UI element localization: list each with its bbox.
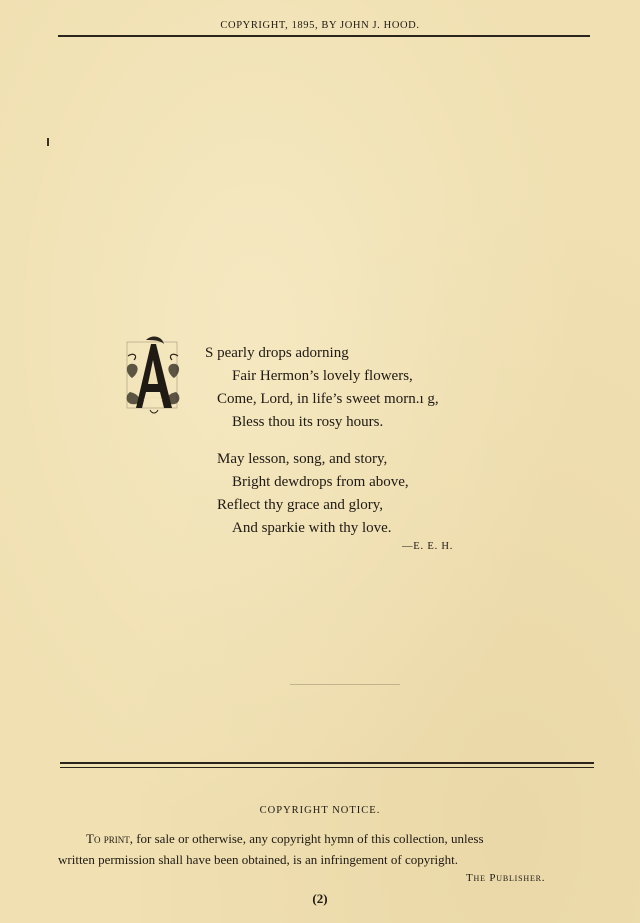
notice-body bbox=[58, 828, 598, 870]
poem-line: Fair Hermon’s lovely flowers, bbox=[232, 368, 413, 384]
poem-line: S pearly drops adorning bbox=[205, 345, 349, 361]
copyright-header: COPYRIGHT, 1895, BY JOHN J. HOOD. bbox=[220, 20, 420, 31]
margin-mark bbox=[47, 138, 49, 146]
notice-line-1 bbox=[58, 828, 598, 849]
notice-line-1-rest: , for sale or otherwise, any copyright hymn of this collection, unless bbox=[129, 831, 484, 846]
publisher-signature: The Publisher. bbox=[466, 872, 546, 884]
top-rule bbox=[58, 35, 590, 37]
poem-line: Bright dewdrops from above, bbox=[232, 474, 409, 490]
ornate-dropcap-icon bbox=[122, 334, 184, 414]
notice-line-2: written permission shall have been obtained, is an infringement of copyright. bbox=[58, 852, 459, 867]
poem-author: —E. E. H. bbox=[402, 541, 454, 552]
poem-line: Bless thou its rosy hours. bbox=[232, 414, 384, 430]
poem-line: Come, Lord, in life’s sweet morn.ı g, bbox=[217, 391, 439, 407]
stanza-gap bbox=[200, 434, 439, 448]
poem-line: May lesson, song, and story, bbox=[217, 451, 388, 467]
page-number: (2) bbox=[312, 891, 328, 906]
bottom-rule-thick bbox=[60, 762, 594, 764]
notice-title: COPYRIGHT NOTICE. bbox=[259, 805, 381, 816]
bottom-rule-thin bbox=[60, 767, 594, 768]
poem-line: Reflect thy grace and glory, bbox=[217, 497, 384, 513]
poem bbox=[200, 342, 439, 540]
notice-lead: To print bbox=[86, 831, 130, 846]
poem-line: And sparkie with thy love. bbox=[232, 520, 392, 536]
faint-divider bbox=[290, 684, 400, 685]
